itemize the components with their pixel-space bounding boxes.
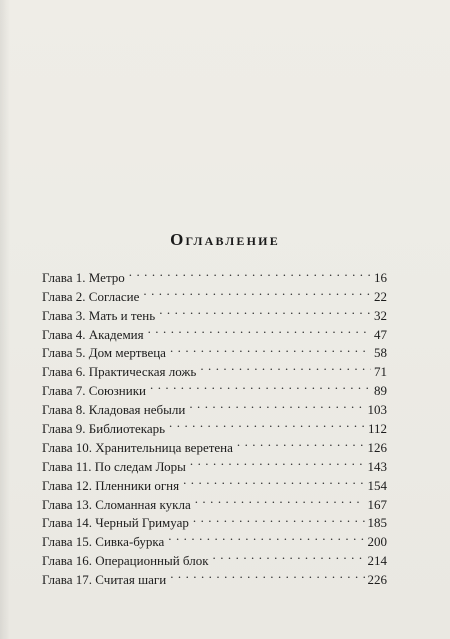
toc-leader-dots [190,452,365,471]
toc-heading: Оглавление [170,230,280,249]
toc-chapter-title: Глава 6. Практическая ложь [42,364,197,380]
toc-page-number: 214 [367,553,387,569]
toc-chapter-title: Глава 15. Сивка-бурка [42,534,165,550]
toc-page-number: 112 [367,421,387,437]
toc-chapter-title: Глава 13. Сломанная кукла [42,496,191,512]
toc-leader-dots [200,357,371,376]
toc-leader-dots [237,433,365,452]
table-of-contents [42,263,387,588]
toc-chapter-title: Глава 5. Дом мертвеца [42,345,166,361]
toc-page-number: 71 [374,364,387,380]
toc-chapter-title: Глава 16. Операционный блок [42,553,209,569]
toc-page-number: 185 [367,515,387,531]
toc-page-number: 22 [374,288,387,304]
toc-page-number: 167 [367,496,387,512]
toc-chapter-title: Глава 8. Кладовая небыли [42,402,186,418]
toc-chapter-title: Глава 17. Считая шаги [42,572,167,588]
toc-chapter-title: Глава 4. Академия [42,326,144,342]
toc-chapter-title: Глава 2. Согласие [42,288,140,304]
toc-entry [42,263,387,285]
toc-leader-dots [150,376,371,395]
toc-leader-dots [183,471,364,490]
toc-chapter-title: Глава 7. Союзники [42,383,146,399]
toc-page-number: 226 [367,572,387,588]
toc-page-number: 58 [374,345,387,361]
toc-leader-dots [143,282,371,301]
toc-chapter-title: Глава 10. Хранительница веретена [42,439,233,455]
toc-leader-dots [168,527,364,546]
toc-leader-dots [193,509,365,528]
toc-page-number: 126 [367,439,387,455]
toc-chapter-title: Глава 12. Пленники огня [42,477,180,493]
toc-page-number: 103 [367,402,387,418]
toc-page-number: 200 [367,534,387,550]
toc-page-number: 143 [367,458,387,474]
toc-page-number: 47 [374,326,387,342]
toc-leader-dots [170,565,364,584]
toc-leader-dots [170,339,371,358]
toc-page-number: 89 [374,383,387,399]
toc-page-number: 16 [374,269,387,285]
toc-leader-dots [148,320,371,339]
toc-leader-dots [213,546,365,565]
toc-chapter-title: Глава 9. Библиотекарь [42,421,166,437]
toc-leader-dots [195,490,365,509]
toc-leader-dots [129,263,371,282]
toc-chapter-title: Глава 14. Черный Гримуар [42,515,189,531]
toc-chapter-title: Глава 3. Мать и тень [42,307,156,323]
toc-page-number: 154 [367,477,387,493]
toc-page-number: 32 [374,307,387,323]
toc-leader-dots [159,301,371,320]
toc-leader-dots [189,395,364,414]
toc-chapter-title: Глава 1. Метро [42,269,125,285]
toc-chapter-title: Глава 11. По следам Лоры [42,458,186,474]
toc-leader-dots [169,414,365,433]
